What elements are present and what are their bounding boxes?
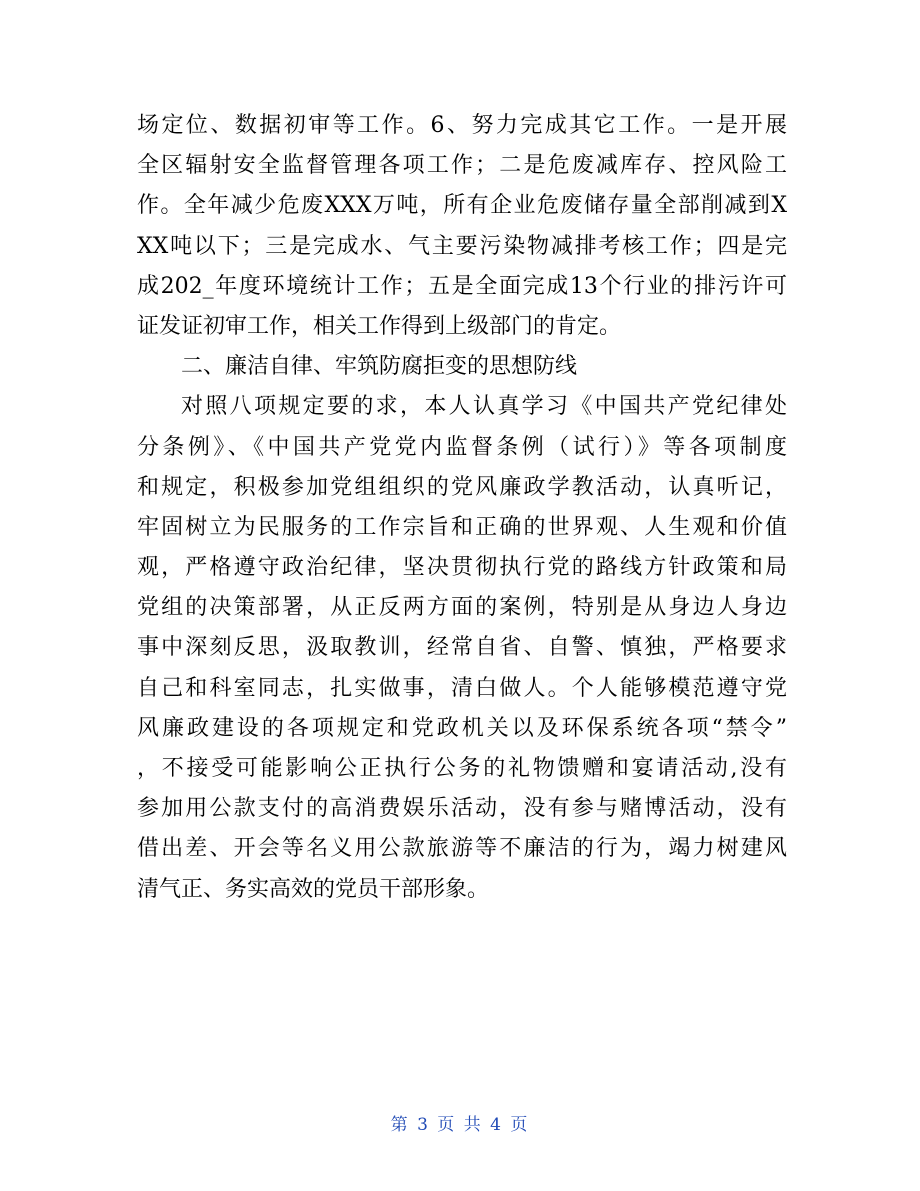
document-body: [137, 106, 787, 910]
text-line: XX吨以下；三是完成水、气主要污染物减排考核工作；四是完: [137, 233, 787, 259]
section-heading: 二、廉洁自律、牢筑防腐拒变的思想防线: [181, 354, 578, 380]
text-line: 成202_年度环境统计工作；五是全面完成13个行业的排污许可: [137, 273, 787, 299]
text-line: 分条例》、《中国共产党党内监督条例（试行）》等各项制度: [137, 434, 787, 460]
text-line: ，不接受可能影响公正执行公务的礼物馈赠和宴请活动,没有: [137, 756, 787, 781]
text-line: 作。全年减少危废XXX万吨，所有企业危废储存量全部削减到X: [137, 193, 787, 219]
text-line: 风廉政建设的各项规定和党政机关以及环保系统各项“禁令”: [137, 715, 787, 741]
text-line: 对照八项规定要的求，本人认真学习《中国共产党纪律处: [181, 394, 787, 420]
text-line: 全区辐射安全监督管理各项工作；二是危废减库存、控风险工: [137, 153, 787, 179]
text-line: 和规定，积极参加党组组织的党风廉政学教活动，认真听记，: [137, 474, 787, 500]
text-line: 参加用公款支付的高消费娱乐活动，没有参与赌博活动，没有: [137, 796, 787, 822]
text-line: 观，严格遵守政治纪律，坚决贯彻执行党的路线方针政策和局: [137, 555, 787, 581]
text-line: 党组的决策部署，从正反两方面的案例，特别是从身边人身边: [137, 595, 787, 621]
page-number-footer: 第 3 页 共 4 页: [390, 1115, 530, 1135]
text-line: 牢固树立为民服务的工作宗旨和正确的世界观、人生观和价值: [137, 514, 787, 540]
text-line: 清气正、务实高效的党员干部形象。: [137, 876, 490, 902]
text-line: 证发证初审工作，相关工作得到上级部门的肯定。: [137, 313, 622, 339]
text-line: 事中深刻反思，汲取教训，经常自省、自警、慎独，严格要求: [137, 635, 787, 661]
text-line: 场定位、数据初审等工作。6、努力完成其它工作。一是开展: [137, 113, 787, 138]
text-line: 自己和科室同志，扎实做事，清白做人。个人能够模范遵守党: [137, 675, 787, 701]
text-line: 借出差、开会等名义用公款旅游等不廉洁的行为，竭力树建风: [137, 836, 787, 862]
